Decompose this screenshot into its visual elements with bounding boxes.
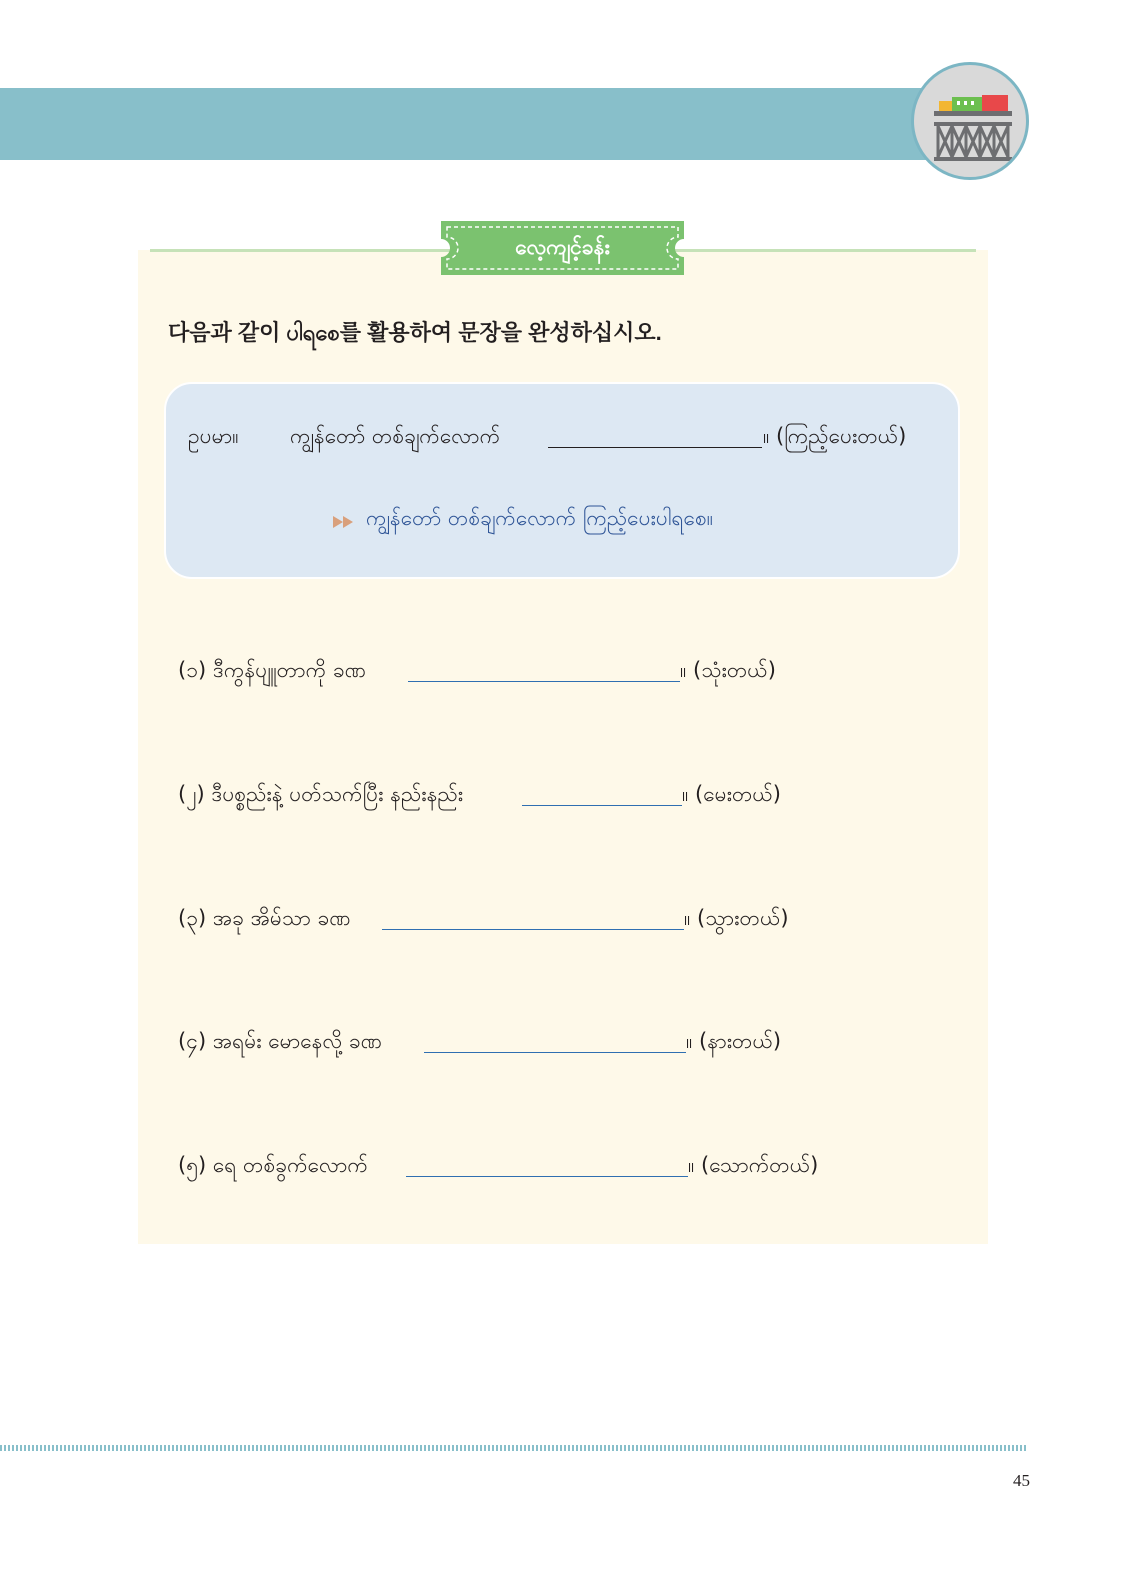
example-label: ဥပမာ။ <box>188 424 239 448</box>
section-title: လေ့ကျင့်ခန်း <box>515 235 610 259</box>
question-ending: ။ (သောက်တယ်) <box>688 1153 819 1177</box>
answer-blank[interactable] <box>382 929 684 930</box>
page-number: 45 <box>1013 1471 1030 1490</box>
answer-blank[interactable] <box>408 681 680 682</box>
header-band <box>0 88 960 160</box>
example-answer: ကျွန်တော် တစ်ချက်လောက် ကြည့်ပေးပါရစေ။ <box>366 506 714 530</box>
question-prompt: (၅) ရေ တစ်ခွက်လောက် <box>178 1153 368 1177</box>
example-sentence: ကျွန်တော် တစ်ချက်လောက် <box>290 424 501 448</box>
question-prompt: (၃) အခု အိမ်သာ ခဏ <box>178 906 351 930</box>
question-prompt: (၄) အရမ်း မောနေလို့ ခဏ <box>178 1029 382 1053</box>
double-arrow-icon <box>333 513 355 532</box>
question-ending: ။ (နားတယ်) <box>686 1029 782 1053</box>
example-box <box>164 382 960 579</box>
question-prompt: (၂) ဒီပစ္စည်းနဲ့ ပတ်သက်ပြီး နည်းနည်း <box>178 782 464 806</box>
answer-blank[interactable] <box>522 805 682 806</box>
answer-blank[interactable] <box>406 1176 688 1177</box>
example-blank-line <box>548 447 762 448</box>
section-title-tab <box>441 221 684 275</box>
instruction-text: 다음과 같이 ပါရစေ를 활용하여 문장을 완성하십시오. <box>168 320 662 345</box>
question-prompt: (၁) ဒီကွန်ပျူတာကို ခဏ <box>178 658 366 682</box>
example-ending: ။ (ကြည့်ပေးတယ်) <box>763 424 907 448</box>
footer-divider <box>0 1445 1026 1451</box>
bridge-icon <box>911 62 1029 180</box>
question-ending: ။ (သွားတယ်) <box>684 906 789 930</box>
question-ending: ။ (သုံးတယ်) <box>680 658 776 682</box>
answer-blank[interactable] <box>424 1052 686 1053</box>
question-ending: ။ (မေးတယ်) <box>682 782 781 806</box>
